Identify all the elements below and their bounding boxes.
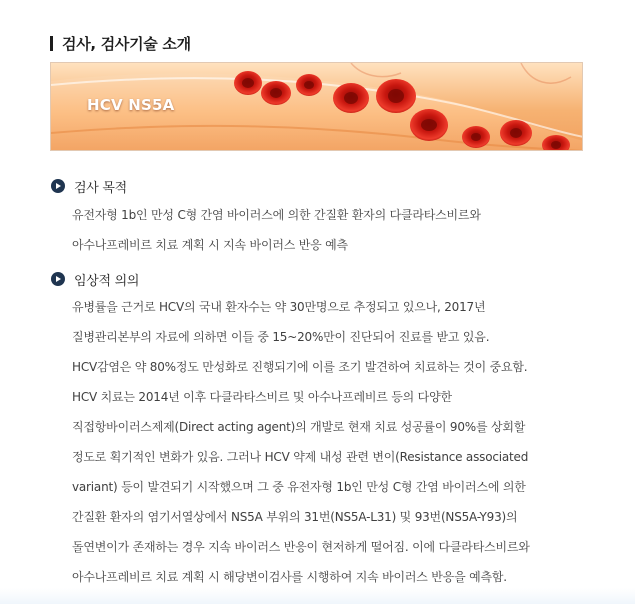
body-line: 아수나프레비르 치료 계획 시 해당변이검사를 시행하여 지속 바이러스 반응을 예측함. [72, 570, 507, 584]
red-blood-cell-icon [462, 126, 490, 148]
red-blood-cell-icon [333, 83, 369, 113]
circle-arrow-right-icon [51, 272, 65, 286]
body-line: 정도로 획기적인 변화가 있음. 그러나 HCV 약제 내성 관련 변이(Resistance associated [72, 450, 529, 464]
body-line: 간질환 환자의 염기서열상에서 NS5A 부위의 31번(NS5A-L31) 및 93번(NS5A-Y93)의 [72, 510, 518, 524]
red-blood-cell-icon [410, 109, 448, 141]
body-line: 유병률을 근거로 HCV의 국내 환자수는 약 30만명으로 추정되고 있으나, 2017년 [72, 300, 486, 314]
section-heading-text: 검사 목적 [74, 180, 127, 196]
bottom-fade [0, 588, 635, 604]
body-line: HCV 치료는 2014년 이후 다클라타스비르 및 아수나프레비르 등의 다양한 [72, 390, 452, 404]
red-blood-cell-icon [261, 81, 291, 105]
hcv-banner [50, 62, 583, 151]
page-title [50, 32, 191, 54]
red-blood-cell-icon [296, 74, 322, 96]
red-blood-cell-icon [376, 79, 416, 113]
title-bar-icon [50, 36, 53, 51]
body-line: 돌연변이가 존재하는 경우 지속 바이러스 반응이 현저하게 떨어짐. 이에 다클라타스비르와 [72, 540, 530, 554]
body-line: variant) 등이 발견되기 시작했으며 그 중 유전자형 1b인 만성 C형 간염 바이러스에 의한 [72, 480, 526, 494]
red-blood-cell-icon [500, 120, 532, 146]
body-line: 아수나프레비르 치료 계획 시 지속 바이러스 반응 예측 [72, 238, 348, 252]
body-line: 직접항바이러스제제(Direct acting agent)의 개발로 현재 치료 성공률이 90%를 상회할 [72, 420, 526, 434]
section-heading-purpose [51, 177, 127, 195]
section-body-clinical-significance [72, 292, 592, 592]
body-line: HCV감염은 약 80%정도 만성화로 진행되기에 이를 조기 발견하여 치료하는 것이 중요함. [72, 360, 528, 374]
page-title-text: 검사, 검사기술 소개 [62, 34, 191, 53]
body-line: 질병관리본부의 자료에 의하면 이들 중 15~20%만이 진단되어 진료를 받고 있음. [72, 330, 490, 344]
banner-label: HCV NS5A [87, 96, 175, 114]
section-heading-text: 임상적 의의 [74, 273, 140, 289]
circle-arrow-right-icon [51, 179, 65, 193]
red-blood-cell-icon [234, 71, 262, 95]
body-line: 유전자형 1b인 만성 C형 간염 바이러스에 의한 간질환 환자의 다클라타스비르와 [72, 208, 481, 222]
section-body-purpose [72, 200, 592, 260]
section-heading-clinical-significance [51, 270, 139, 288]
